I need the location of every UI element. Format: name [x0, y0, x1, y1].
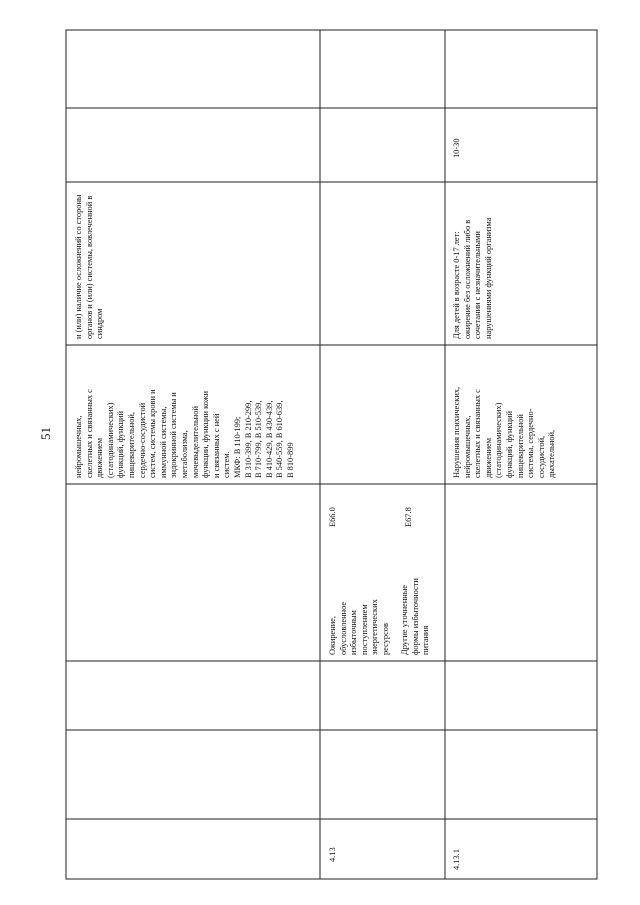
- icd-code: E67.8: [404, 507, 413, 527]
- description-cell: и (или) наличие осложнений со стороны органов и (или) системы, вовлеченной в синдром: [74, 194, 105, 339]
- description-cell: Для детей в возрасте 0-17 лет: ожирение без осложнений либо в сочетании с незначительными нарушениями функций организма: [452, 217, 493, 339]
- percent-cell: 10-30: [452, 138, 461, 158]
- diagnosis-name: Другие уточненные формы избыточности питания: [400, 578, 431, 655]
- icd-code: E66.0: [328, 507, 337, 527]
- class-number: 4.13.1: [452, 849, 461, 870]
- criteria-cell: нейромышечных, скелетных и связанных с движением (статодинамических) функций, функций пищеварительной, сердечно-сосудистой систем, системы крови и иммунной системы, эндокринной системы и метаболизма, мочевыделительной функции, функции кожи и связанных с ней систем. МКФ: В 110-199; В 310-399, В 210-299, В 710-799, В 510-539, В 410-429, В 430-439, В 540-559, В 610-639, В 810-899: [74, 389, 295, 478]
- diagnosis-name: Ожирение, обусловленное избыточным поступлением энергетических ресурсов: [328, 599, 390, 655]
- class-number: 4.13: [328, 847, 337, 862]
- criteria-cell: Нарушения психических, нейромышечных, скелетных и связанных с движением (статодинамических) функций, функций пищеварительной системы, сердечно- сосудистой, дыхательной,: [452, 386, 557, 478]
- page-number: 51: [38, 427, 53, 440]
